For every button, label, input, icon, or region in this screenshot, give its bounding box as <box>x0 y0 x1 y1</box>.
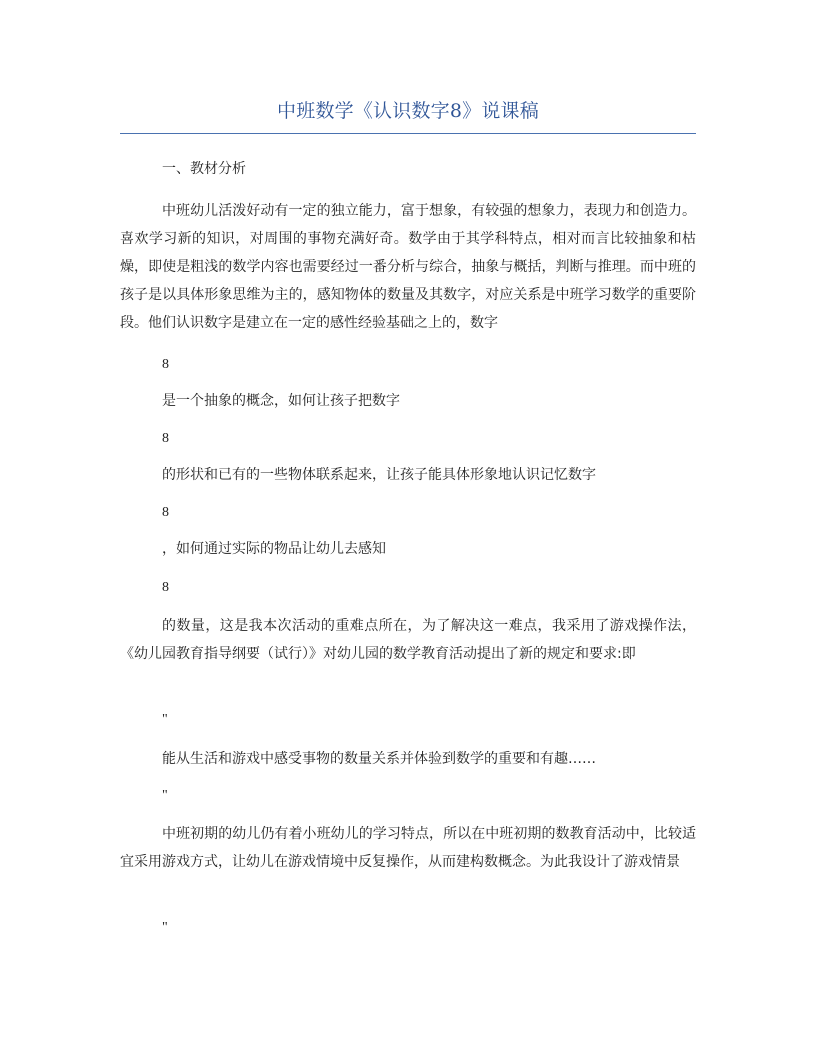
paragraph-3: 的形状和已有的一些物体联系起来，让孩子能具体形象地认识记忆数字 <box>162 467 596 483</box>
digit-8-line-1: 8 <box>162 357 169 372</box>
digit-8-line-2: 8 <box>162 431 169 446</box>
document-title: 中班数学《认识数字8》说课稿 <box>277 100 539 122</box>
digit-8-line-4: 8 <box>162 580 169 595</box>
section-heading: 一、教材分析 <box>162 161 246 177</box>
paragraph-7: 中班初期的幼儿仍有着小班幼儿的学习特点，所以在中班初期的数教育活动中，比较适宜采用游戏方式，让幼儿在游戏情境中反复操作，从而建构数概念。为此我设计了游戏情景 <box>120 826 696 870</box>
paragraph-4: ，如何通过实际的物品让幼儿去感知 <box>162 541 386 557</box>
paragraph-5: 的数量，这是我本次活动的重难点所在，为了解决这一难点，我采用了游戏操作法，《幼儿园教育指导纲要（试行）》对幼儿园的数学教育活动提出了新的规定和要求:即 <box>120 618 696 662</box>
quote-mark-1: " <box>162 712 168 727</box>
paragraph-6: 能从生活和游戏中感受事物的数量关系并体验到数学的重要和有趣…… <box>162 751 596 767</box>
paragraph-1: 中班幼儿活泼好动有一定的独立能力，富于想象，有较强的想象力，表现力和创造力。喜欢学习新的知识，对周围的事物充满好奇。数学由于其学科特点，相对而言比较抽象和枯燥，即使是粗浅的数学内容也需要经过一番分析与综合，抽象与概括，判断与推理。而中班的孩子是以具体形象思维为主的，感知物体的数量及其数字，对应关系是中班学习数学的重要阶段。他们认识数字是建立在一定的感性经验基础之上的，数字 <box>120 203 696 331</box>
quote-mark-2: " <box>162 788 168 803</box>
paragraph-2: 是一个抽象的概念，如何让孩子把数字 <box>162 393 400 409</box>
quote-mark-3: " <box>162 920 168 935</box>
title-underline <box>120 133 696 134</box>
digit-8-line-3: 8 <box>162 505 169 520</box>
